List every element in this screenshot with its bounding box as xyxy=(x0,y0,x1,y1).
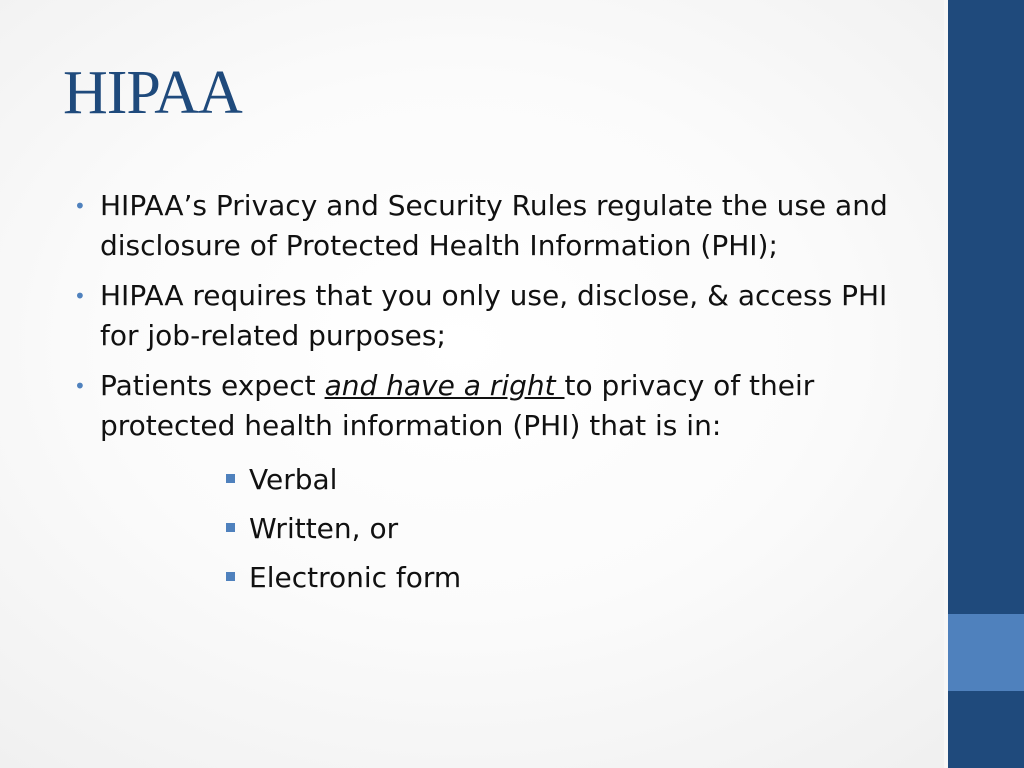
square-bullet-icon xyxy=(226,523,235,532)
square-bullet-icon xyxy=(226,572,235,581)
bullet-item xyxy=(74,276,894,356)
bullet-text-after: to privacy of their protected health information (PHI) that is in: xyxy=(100,369,815,442)
bullet-text: HIPAA requires that you only use, disclose, & access PHI for job-related purposes; xyxy=(100,279,888,352)
bullet-text-before: Patients expect xyxy=(100,369,325,402)
bullet-list xyxy=(74,186,894,456)
bullet-dot-icon: • xyxy=(74,374,86,398)
sub-bullet-item xyxy=(226,504,461,553)
bullet-dot-icon: • xyxy=(74,194,86,218)
square-bullet-icon xyxy=(226,474,235,483)
sub-bullet-text: Electronic form xyxy=(249,561,462,594)
slide-title: HIPAA xyxy=(63,59,242,127)
sub-bullet-text: Verbal xyxy=(249,463,338,496)
side-bar-accent-block xyxy=(948,614,1024,691)
bullet-item xyxy=(74,186,894,266)
bullet-text-emphasis: and have a right xyxy=(324,369,565,402)
bullet-dot-icon: • xyxy=(74,284,86,308)
sub-bullet-list xyxy=(226,455,461,602)
sub-bullet-item xyxy=(226,455,461,504)
sub-bullet-item xyxy=(226,553,461,602)
sub-bullet-text: Written, or xyxy=(249,512,399,545)
bullet-text: HIPAA’s Privacy and Security Rules regulate the use and disclosure of Protected Health Information (PHI); xyxy=(100,189,888,262)
bullet-item xyxy=(74,366,894,446)
